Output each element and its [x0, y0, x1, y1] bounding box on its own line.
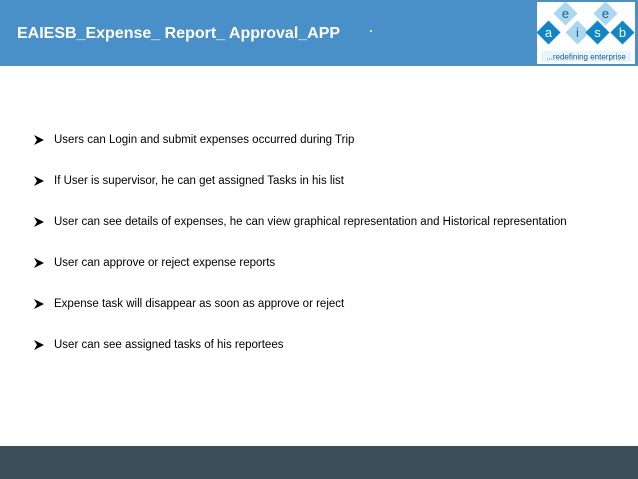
bullet-text: User can see assigned tasks of his reportees	[54, 339, 284, 351]
footer-bar	[0, 446, 638, 479]
bullet-item	[34, 255, 594, 271]
logo-letter: i	[576, 25, 579, 40]
bullet-item	[34, 337, 594, 353]
bullet-text: Users can Login and submit expenses occurred during Trip	[54, 134, 355, 146]
eaiesb-logo	[537, 2, 635, 64]
bullet-item	[34, 214, 594, 230]
logo-letter: b	[618, 25, 627, 40]
arrow-bullet-icon	[34, 135, 44, 145]
bullet-text: User can approve or reject expense reports	[54, 257, 276, 269]
logo-letter: s	[594, 25, 601, 40]
bullet-text: Expense task will disappear as soon as approve or reject	[54, 298, 345, 310]
slide-title: EAIESB_Expense_ Report_ Approval_APP	[17, 25, 341, 42]
logo-tagline: ...redefining enterprise	[546, 52, 626, 62]
arrow-bullet-icon	[34, 258, 44, 268]
bullet-item	[34, 296, 594, 312]
bullet-item	[34, 173, 594, 189]
bullet-text: If User is supervisor, he can get assigned Tasks in his list	[54, 175, 344, 187]
arrow-bullet-icon	[34, 176, 44, 186]
decorative-dot	[370, 30, 372, 32]
header-bar	[0, 0, 638, 66]
bullet-text: User can see details of expenses, he can view graphical representation and Historical representation	[54, 216, 567, 228]
logo-letter: e	[561, 6, 570, 21]
arrow-bullet-icon	[34, 340, 44, 350]
arrow-bullet-icon	[34, 299, 44, 309]
bullet-list	[34, 132, 594, 378]
logo-letter: a	[544, 25, 553, 40]
logo-letter: e	[601, 6, 610, 21]
bullet-item	[34, 132, 594, 148]
arrow-bullet-icon	[34, 217, 44, 227]
